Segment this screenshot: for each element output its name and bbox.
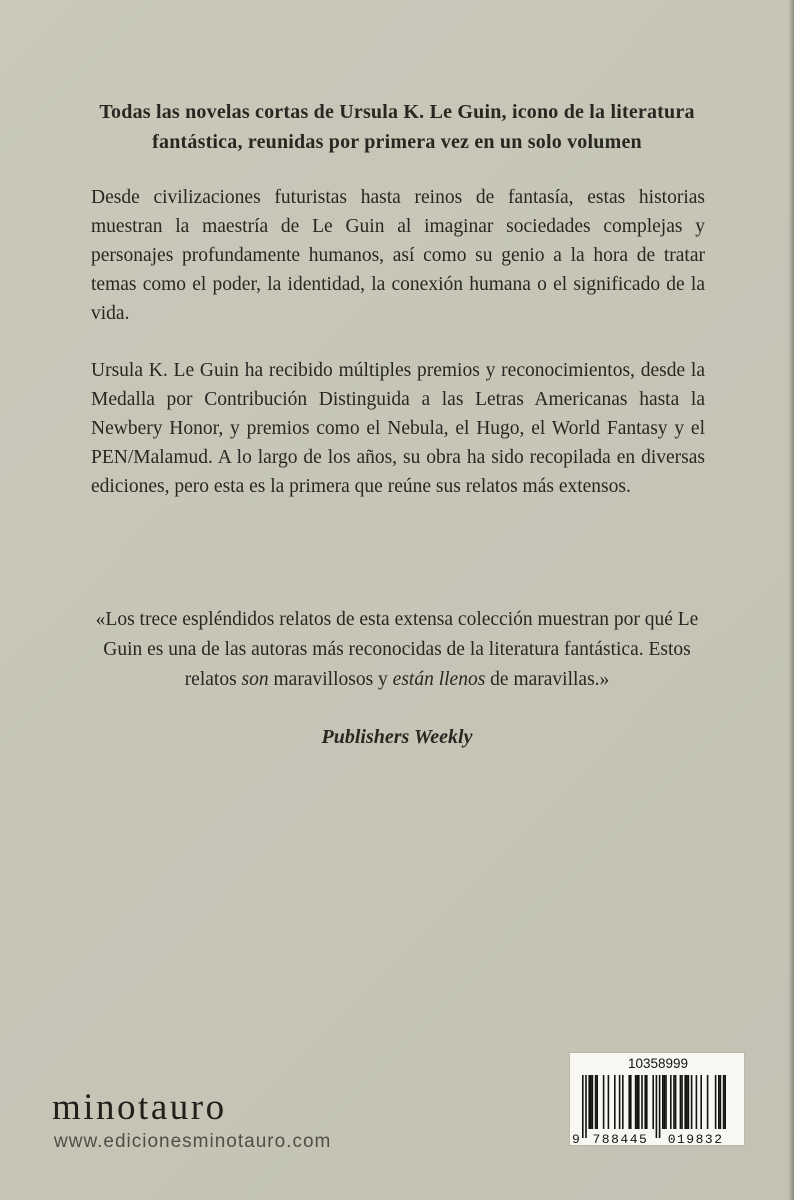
quote-segment: maravillosos y <box>268 668 393 690</box>
svg-text:019832: 019832 <box>667 1132 724 1145</box>
review-quote-text <box>77 605 717 695</box>
barcode <box>570 1053 744 1145</box>
quote-segment: de maravillas.» <box>485 668 610 690</box>
svg-text:9: 9 <box>572 1132 580 1145</box>
paragraph-1: Desde civilizaciones futuristas hasta reinos de fantasía, estas historias muestran la maestría de Le Guin al imaginar sociedades complejas y personajes profundamente humanos, así como su genio a la hora de tratar temas como el poder, la identidad, la conexión humana o el significado de la vida. <box>91 187 705 324</box>
publisher-website: www.edicionesminotauro.com <box>54 1131 332 1152</box>
paragraph-2: Ursula K. Le Guin ha recibido múltiples premios y reconocimientos, desde la Medalla por Contribución Distinguida a las Letras Americanas hasta la Newbery Honor, y premios como el Nebula, el Hugo, el World Fantasy y el PEN/Malamud. A lo largo de los años, su obra ha sido recopilada en diversas ediciones, pero esta es la primera que reúne sus relatos más extensos. <box>91 360 705 497</box>
quote-segment: «Los trece espléndidos relatos de esta extensa colección muestran por qué Le Guin es una de las autoras más reconocidas de la literatura fantástica. Estos relatos <box>95 608 699 690</box>
publisher-logo: minotauro <box>52 1087 227 1128</box>
svg-text:10358999: 10358999 <box>627 1056 689 1071</box>
barcode-bars <box>570 1053 744 1145</box>
cover-right-edge <box>788 0 794 1200</box>
description-text <box>91 183 705 529</box>
quote-italic-word: están llenos <box>392 668 486 690</box>
quote-italic-word: son <box>241 668 269 690</box>
review-quote-block <box>77 585 717 772</box>
headline: Todas las novelas cortas de Ursula K. Le Guin, icono de la literatura fantástica, reunidas por primera vez en un solo volumen <box>99 101 695 153</box>
publisher-block <box>52 1089 331 1153</box>
quote-attribution: Publishers Weekly <box>321 725 473 748</box>
svg-text:788445: 788445 <box>592 1132 649 1145</box>
